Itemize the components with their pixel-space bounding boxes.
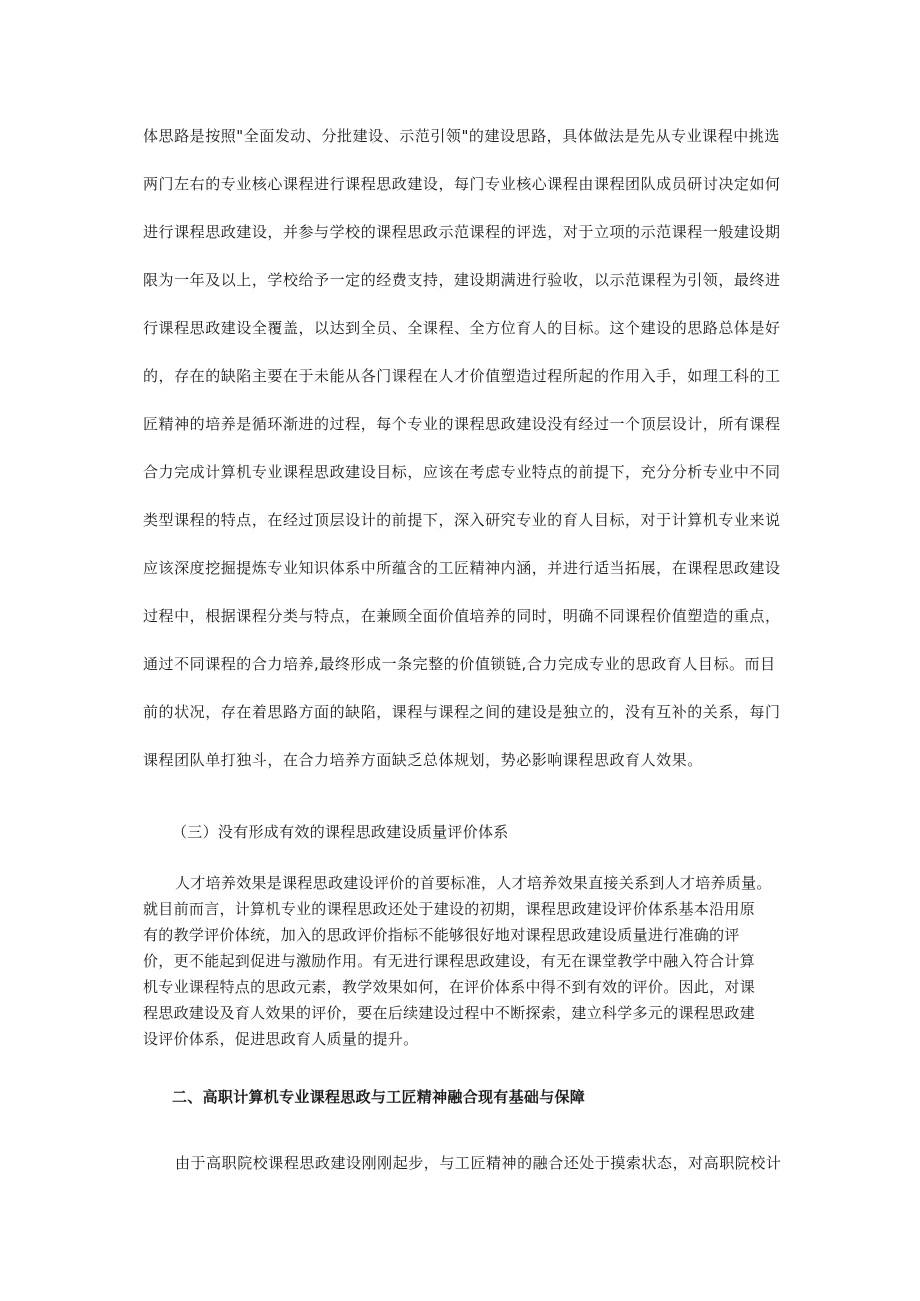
section-heading: 二、高职计算机专业课程思政与工匠精神融合现有基础与保障 <box>172 1088 586 1106</box>
paragraph-line: 体思路是按照"全面发动、分批建设、示范引领"的建设思路，具体做法是先从专业课程中挑选 <box>143 127 780 145</box>
paragraph-line: 过程中，根据课程分类与特点，在兼顾全面价值培养的同时，明确不同课程价值塑造的重点， <box>143 607 781 625</box>
paragraph-line: 行课程思政建设全覆盖，以达到全员、全课程、全方位育人的目标。这个建设的思路总体是好 <box>143 319 781 337</box>
paragraph-line: 进行课程思政建设，并参与学校的课程思政示范课程的评选，对于立项的示范课程一般建设期 <box>143 223 781 241</box>
paragraph-line: 两门左右的专业核心课程进行课程思政建设，每门专业核心课程由课程团队成员研讨决定如何 <box>143 175 781 193</box>
paragraph-line: 就目前而言，计算机专业的课程思政还处于建设的初期，课程思政建设评价体系基本沿用原 <box>143 900 756 918</box>
paragraph-line: 合力完成计算机专业课程思政建设目标，应该在考虑专业特点的前提下，充分分析专业中不同 <box>143 463 781 481</box>
paragraph-line: 人才培养效果是课程思政建设评价的首要标准，人才培养效果直接关系到人才培养质量。 <box>175 874 772 892</box>
paragraph-line: 程思政建设及育人效果的评价，要在后续建设过程中不断探索，建立科学多元的课程思政建 <box>143 1004 756 1022</box>
paragraph-line: 设评价体系，促进思政育人质量的提升。 <box>143 1030 419 1048</box>
paragraph-line: 的，存在的缺陷主要在于未能从各门课程在人才价值塑造过程所起的作用入手，如理工科的工 <box>143 367 781 385</box>
paragraph-line: 类型课程的特点，在经过顶层设计的前提下，深入研究专业的育人目标，对于计算机专业来说 <box>143 511 781 529</box>
paragraph-line: 通过不同课程的合力培养,最终形成一条完整的价值锁链,合力完成专业的思政育人目标。而目 <box>143 655 776 673</box>
paragraph-line: 限为一年及以上，学校给予一定的经费支持，建设期满进行验收，以示范课程为引领，最终进 <box>143 271 781 289</box>
paragraph-line: 有的教学评价体统，加入的思政评价指标不能够很好地对课程思政建设质量进行准确的评 <box>143 926 740 944</box>
paragraph-line: 机专业课程特点的思政元素，教学效果如何，在评价体系中得不到有效的评价。因此，对课 <box>143 978 756 996</box>
paragraph-line: 应该深度挖掘提炼专业知识体系中所蕴含的工匠精神内涵，并进行适当拓展，在课程思政建设 <box>143 559 781 577</box>
paragraph-line: 前的状况，存在着思路方面的缺陷，课程与课程之间的建设是独立的，没有互补的关系，每门 <box>143 703 781 721</box>
paragraph-line: 匠精神的培养是循环渐进的过程，每个专业的课程思政建设没有经过一个顶层设计，所有课程 <box>143 415 781 433</box>
subsection-title: （三）没有形成有效的课程思政建设质量评价体系 <box>172 823 509 841</box>
paragraph-line: 课程团队单打独斗，在合力培养方面缺乏总体规划，势必影响课程思政育人效果。 <box>143 751 703 769</box>
paragraph-line: 价，更不能起到促进与激励作用。有无进行课程思政建设，有无在课堂教学中融入符合计算 <box>143 952 756 970</box>
paragraph-line: 由于高职院校课程思政建设刚刚起步，与工匠精神的融合还处于摸索状态，对高职院校计 <box>175 1154 782 1172</box>
